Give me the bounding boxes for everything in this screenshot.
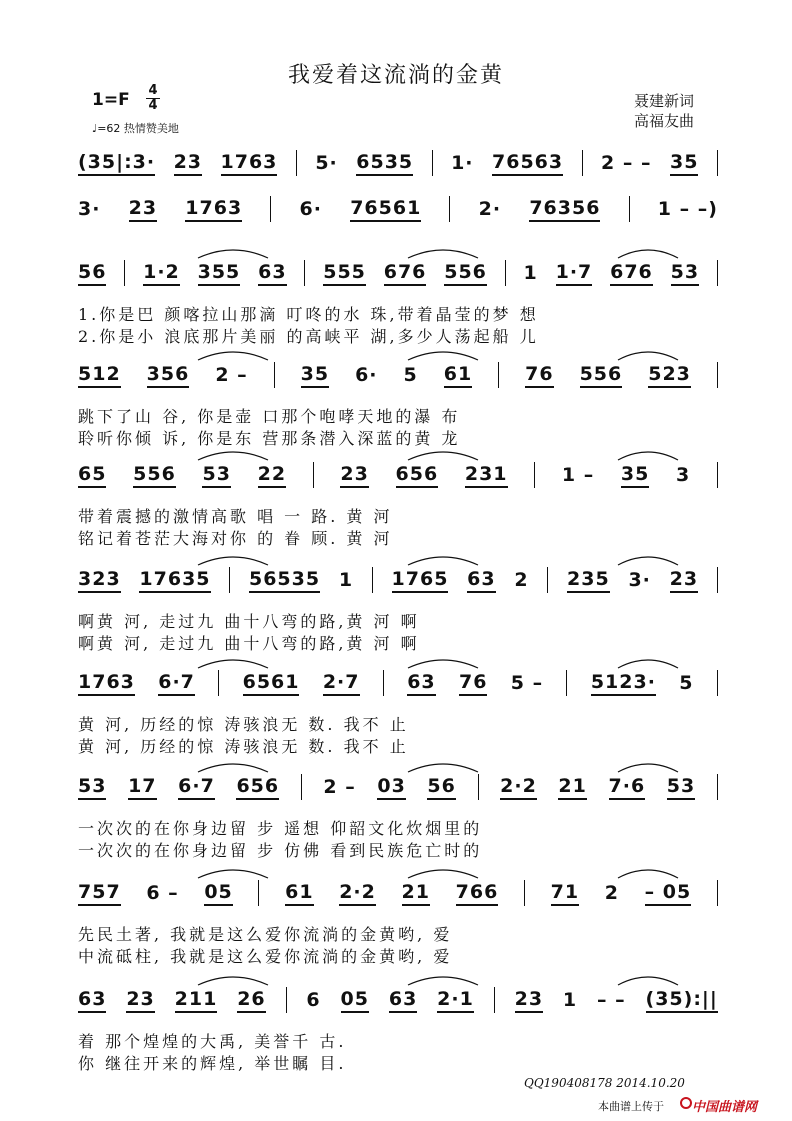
lyric-verse-1: 着 那个煌煌的大禹, 美誉千 古. bbox=[78, 1032, 347, 1051]
key-signature: 1=F bbox=[92, 90, 130, 110]
upload-note: 本曲谱上传于 bbox=[598, 1100, 664, 1113]
note-group: 512 bbox=[78, 363, 121, 388]
slur bbox=[618, 452, 678, 460]
slur bbox=[198, 452, 268, 460]
note-group: 76561 bbox=[350, 197, 421, 222]
music-system bbox=[78, 772, 718, 860]
note-group: 56535 bbox=[249, 568, 320, 593]
slur bbox=[198, 250, 268, 258]
bar-line bbox=[717, 774, 718, 800]
bar-line bbox=[286, 987, 287, 1013]
note-group: 61 bbox=[285, 881, 313, 906]
note-group: 676 bbox=[610, 261, 653, 286]
note-group: 7·6 bbox=[609, 775, 646, 800]
note-group: 6561 bbox=[243, 671, 300, 696]
time-signature bbox=[146, 84, 160, 113]
bar-line bbox=[717, 150, 718, 176]
bar-line bbox=[717, 362, 718, 388]
note-group: 05 bbox=[341, 988, 369, 1013]
bar-line bbox=[301, 774, 302, 800]
note-group: 323 bbox=[78, 568, 121, 593]
note-group: 523 bbox=[648, 363, 691, 388]
note-group: 656 bbox=[396, 463, 439, 488]
slur bbox=[408, 452, 478, 460]
slur bbox=[618, 870, 678, 878]
note-group: 03 bbox=[377, 775, 405, 800]
slur bbox=[618, 764, 678, 772]
note-group: 65 bbox=[78, 463, 106, 488]
note-group: 17 bbox=[128, 775, 156, 800]
bar-line bbox=[124, 260, 125, 286]
note-group: 53 bbox=[78, 775, 106, 800]
note-group: 53 bbox=[667, 775, 695, 800]
note-group: 23 bbox=[515, 988, 543, 1013]
note-group: 56 bbox=[78, 261, 106, 286]
bar-line bbox=[229, 567, 230, 593]
notes-line bbox=[78, 565, 718, 595]
bar-line bbox=[478, 774, 479, 800]
uploader-id: QQ190408178 2014.10.20 bbox=[524, 1076, 685, 1090]
bar-line bbox=[296, 150, 297, 176]
bar-line bbox=[717, 567, 718, 593]
note-group: 61 bbox=[444, 363, 472, 388]
music-system bbox=[78, 668, 718, 756]
note-group: 2 – – bbox=[601, 152, 652, 174]
note-group: 1765 bbox=[392, 568, 449, 593]
slur bbox=[198, 870, 268, 878]
note-group: 53 bbox=[671, 261, 699, 286]
slur bbox=[198, 660, 268, 668]
slur bbox=[198, 557, 268, 565]
notes-line bbox=[78, 258, 718, 288]
note-group: 555 bbox=[323, 261, 366, 286]
notes-line bbox=[78, 360, 718, 390]
slur bbox=[408, 764, 478, 772]
song-title: 我爱着这流淌的金黄 bbox=[287, 63, 504, 88]
note-group: 6· bbox=[299, 198, 322, 220]
note-group: 63 bbox=[407, 671, 435, 696]
note-group: 355 bbox=[198, 261, 241, 286]
bar-line bbox=[432, 150, 433, 176]
note-group: 2· bbox=[478, 198, 502, 220]
notes-line bbox=[78, 772, 718, 802]
music-system bbox=[78, 460, 718, 548]
note-group: 53 bbox=[202, 463, 230, 488]
slur bbox=[198, 352, 268, 360]
note-group: 6· bbox=[355, 364, 378, 386]
note-group: 556 bbox=[133, 463, 176, 488]
note-group: 1763 bbox=[185, 197, 242, 222]
note-group: 766 bbox=[456, 881, 499, 906]
note-group: 1· bbox=[451, 152, 474, 174]
bar-line bbox=[717, 880, 718, 906]
note-group: – 05 bbox=[645, 881, 692, 906]
bar-line bbox=[304, 260, 305, 286]
bar-line bbox=[717, 462, 718, 488]
note-group: 231 bbox=[465, 463, 508, 488]
note-group: – – bbox=[597, 989, 626, 1011]
bar-line bbox=[372, 567, 373, 593]
note-group: (35):|| bbox=[646, 988, 718, 1013]
note-group: 2·2 bbox=[500, 775, 537, 800]
note-group: 3 bbox=[676, 464, 691, 486]
note-group: 63 bbox=[467, 568, 495, 593]
notes-line bbox=[78, 878, 718, 908]
music-system bbox=[78, 360, 718, 448]
site-logo-text: 中国曲谱网 bbox=[692, 1100, 758, 1115]
note-group: 23 bbox=[174, 151, 202, 176]
note-group: 2·2 bbox=[339, 881, 376, 906]
music-system bbox=[78, 985, 718, 1073]
note-group: 1763 bbox=[78, 671, 135, 696]
note-group: 76 bbox=[459, 671, 487, 696]
note-group: 21 bbox=[402, 881, 430, 906]
lyric-verse-1: 一次次的在你身边留 步 遥想 仰韶文化炊烟里的 bbox=[78, 819, 483, 838]
slur bbox=[618, 557, 678, 565]
bar-line bbox=[505, 260, 506, 286]
note-group: 1763 bbox=[221, 151, 278, 176]
note-group: 656 bbox=[236, 775, 279, 800]
note-group: 2 bbox=[604, 882, 619, 904]
notes-line bbox=[78, 668, 718, 698]
note-group: 6 – bbox=[146, 882, 179, 904]
note-group: 76563 bbox=[492, 151, 563, 176]
note-group: 3· bbox=[78, 198, 101, 220]
slur bbox=[198, 977, 268, 985]
note-group: 5123· bbox=[591, 671, 656, 696]
lyric-verse-2: 聆听你倾 诉, 你是东 营那条潜入深蓝的黄 龙 bbox=[78, 429, 461, 448]
lyricist-credit: 聂建新词 bbox=[634, 92, 695, 110]
bar-line bbox=[717, 260, 718, 286]
note-group: 56 bbox=[427, 775, 455, 800]
notes-line bbox=[78, 985, 718, 1015]
bar-line bbox=[274, 362, 275, 388]
note-group: 556 bbox=[444, 261, 487, 286]
lyric-verse-2: 啊黄 河, 走过九 曲十八弯的路,黄 河 啊 bbox=[78, 634, 420, 653]
bar-line bbox=[547, 567, 548, 593]
lyric-verse-2: 一次次的在你身边留 步 仿佛 看到民族危亡时的 bbox=[78, 841, 483, 860]
note-group: 211 bbox=[175, 988, 218, 1013]
slur bbox=[618, 250, 678, 258]
note-group: 1 bbox=[523, 262, 538, 284]
note-group: 23 bbox=[126, 988, 154, 1013]
note-group: 23 bbox=[340, 463, 368, 488]
lyric-verse-1: 啊黄 河, 走过九 曲十八弯的路,黄 河 啊 bbox=[78, 612, 420, 631]
bar-line bbox=[524, 880, 525, 906]
note-group: 35 bbox=[670, 151, 698, 176]
note-group: 676 bbox=[384, 261, 427, 286]
note-group: 5 bbox=[679, 672, 694, 694]
lyric-verse-1: 带着震撼的激情高歌 唱 一 路. 黄 河 bbox=[78, 507, 393, 526]
note-group: 556 bbox=[580, 363, 623, 388]
note-group: 22 bbox=[258, 463, 286, 488]
note-group: 76356 bbox=[529, 197, 600, 222]
bar-line bbox=[270, 196, 271, 222]
note-group: 6·7 bbox=[158, 671, 195, 696]
tempo-marking: ♩=62 热情赞美地 bbox=[92, 122, 179, 135]
lyric-verse-1: 1.你是巴 颜喀拉山那滴 叮咚的水 珠,带着晶莹的梦 想 bbox=[78, 305, 539, 324]
bar-line bbox=[717, 670, 718, 696]
note-group: 17635 bbox=[139, 568, 210, 593]
note-group: 63 bbox=[78, 988, 106, 1013]
music-system bbox=[78, 878, 718, 966]
note-group: 1 bbox=[338, 569, 354, 591]
slur bbox=[408, 977, 478, 985]
note-group: 5 – bbox=[510, 672, 544, 694]
note-group: 2 – bbox=[215, 364, 248, 386]
time-signature-bottom: 4 bbox=[146, 98, 160, 113]
bar-line bbox=[498, 362, 499, 388]
note-group: 6535 bbox=[356, 151, 413, 176]
lyric-verse-2: 中流砥柱, 我就是这么爱你流淌的金黄哟, 爱 bbox=[78, 947, 453, 966]
note-group: 76 bbox=[525, 363, 553, 388]
music-system bbox=[78, 565, 718, 653]
lyric-verse-2: 黄 河, 历经的惊 涛骇浪无 数. 我不 止 bbox=[78, 737, 409, 756]
slur bbox=[618, 660, 678, 668]
note-group: 63 bbox=[389, 988, 417, 1013]
slur bbox=[618, 977, 678, 985]
slur bbox=[408, 250, 478, 258]
note-group: 235 bbox=[567, 568, 610, 593]
bar-line bbox=[566, 670, 567, 696]
slur bbox=[408, 870, 478, 878]
notes-line bbox=[78, 460, 718, 490]
bar-line bbox=[449, 196, 450, 222]
note-group: 2·7 bbox=[323, 671, 360, 696]
slur bbox=[408, 557, 478, 565]
composer-credit: 高福友曲 bbox=[634, 112, 695, 130]
note-group: 5 bbox=[403, 364, 418, 386]
music-system bbox=[78, 258, 718, 346]
lyric-verse-1: 跳下了山 谷, 你是壶 口那个咆哮天地的瀑 布 bbox=[78, 407, 461, 426]
time-signature-top: 4 bbox=[148, 83, 158, 98]
note-group: 1·7 bbox=[556, 261, 593, 286]
notes-line bbox=[78, 148, 718, 178]
note-group: 2 bbox=[514, 569, 529, 591]
lyric-verse-2: 铭记着苍茫大海对你 的 眷 顾. 黄 河 bbox=[78, 529, 393, 548]
slur bbox=[618, 352, 678, 360]
bar-line bbox=[534, 462, 535, 488]
bar-line bbox=[582, 150, 583, 176]
lyric-verse-2: 2.你是小 浪底那片美丽 的高峡平 湖,多少人荡起船 儿 bbox=[78, 327, 539, 346]
note-group: 1 – bbox=[561, 464, 595, 486]
note-group: 23 bbox=[670, 568, 698, 593]
slur bbox=[198, 764, 268, 772]
bar-line bbox=[258, 880, 259, 906]
note-group: 2 – bbox=[323, 776, 356, 798]
slur bbox=[408, 352, 478, 360]
note-group: 2·1 bbox=[437, 988, 474, 1013]
note-group: 6 bbox=[306, 989, 321, 1011]
lyric-verse-1: 先民土著, 我就是这么爱你流淌的金黄哟, 爱 bbox=[78, 925, 453, 944]
bar-line bbox=[218, 670, 219, 696]
note-group: 1 – –) bbox=[657, 198, 718, 220]
note-group: 35 bbox=[621, 463, 649, 488]
note-group: 6·7 bbox=[178, 775, 215, 800]
note-group: 3· bbox=[628, 569, 651, 591]
note-group: 71 bbox=[551, 881, 579, 906]
note-group: 35 bbox=[301, 363, 329, 388]
note-group: 757 bbox=[78, 881, 121, 906]
note-group: 21 bbox=[558, 775, 586, 800]
note-group: (35|:3· bbox=[78, 151, 155, 176]
bar-line bbox=[313, 462, 314, 488]
note-group: 26 bbox=[237, 988, 265, 1013]
note-group: 05 bbox=[204, 881, 232, 906]
slur bbox=[408, 660, 478, 668]
note-group: 356 bbox=[147, 363, 190, 388]
note-group: 5· bbox=[315, 152, 338, 174]
lyric-verse-2: 你 继往开来的辉煌, 举世瞩 目. bbox=[78, 1054, 347, 1073]
note-group: 1·2 bbox=[143, 261, 180, 286]
notes-line bbox=[78, 194, 718, 224]
lyric-verse-1: 黄 河, 历经的惊 涛骇浪无 数. 我不 止 bbox=[78, 715, 409, 734]
note-group: 1 bbox=[562, 989, 578, 1011]
note-group: 23 bbox=[129, 197, 157, 222]
site-logo-icon bbox=[680, 1097, 692, 1109]
bar-line bbox=[629, 196, 630, 222]
bar-line bbox=[383, 670, 384, 696]
note-group: 63 bbox=[258, 261, 286, 286]
bar-line bbox=[494, 987, 495, 1013]
